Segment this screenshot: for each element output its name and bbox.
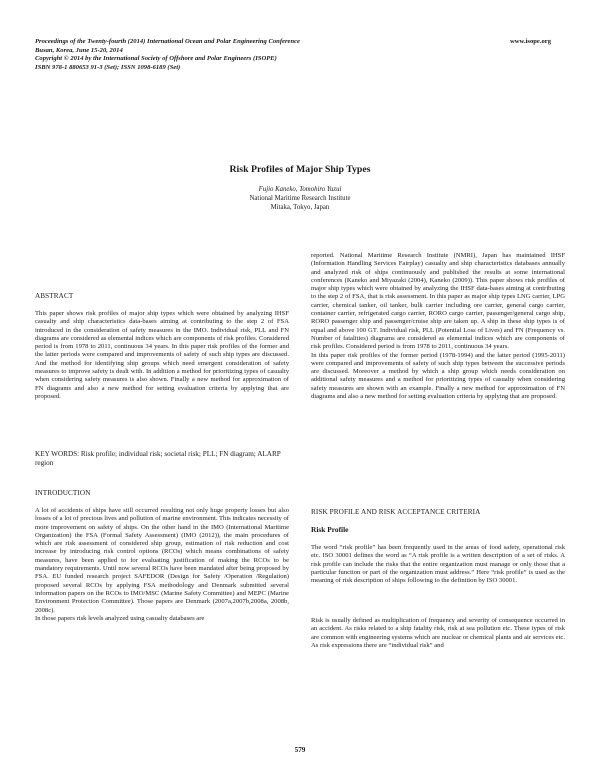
- right-paragraph-4: Risk is usually defined as multiplication of frequency and severity of consequence occurred in an accident. As risks related to a ship fatality risk, risk at sea pollution etc. These types of risk are common with engineering systems which are nuclear or chemical plants and air services etc. As risk expressions there are “individual risk” and: [311, 617, 565, 649]
- introduction-heading: INTRODUCTION: [35, 489, 91, 497]
- page-number: 579: [294, 746, 306, 754]
- author-location: Mitaka, Tokyo, Japan: [270, 204, 330, 211]
- author-affiliation: National Maritime Research Institute: [249, 195, 351, 202]
- risk-definition-text: [311, 617, 565, 650]
- right-paragraph-1: reported. National Maritime Research Institute (NMRI), Japan has maintained IHSF (Information Handling Services Fairplay) casualty and ship characteristics databases annually and analyzed risk of ships continuously and published the results at some international conferences (Kaneko and Miyazaki (2004), Kaneko (2009)). This paper shows risk profiles of major ship types which were obtained by analyzing the IHSF data-bases aiming at contributing to the step 2 of FSA, that is risk assessment. In this paper as major ship types LNG carrier, LPG carrier, chemical tanker, oil tanker, bulk carrier including ore carrier, general cargo carrier, container carrier, refrigerated cargo carrier, RORO cargo carrier, passenger/general cargo ship, RORO passenger ship and passenger/cruise ship are taken up. A ship in these ship types is of equal and above 100 GT. Individual risk, PLL (Potential Loss of Lives) and FN (Frequency vs. Number of fatalities) diagrams are considered as elemental indices which are components of risk profiles. Considered period is from 1978 to 2011, continuous 34 years.: [311, 252, 565, 351]
- intro-paragraph-1: A lot of accidents of ships have still occurred resulting not only huge property losses but also losses of a lot of precious lives and pollution of marine environment. This indicates necessity of more improvement on safety of ships. On the other hand in the IMO (International Maritime Organization) the FSA (Formal Safety Assessment) (IMO (2012)), the main procedures of which are risk assessment of considered ship group, estimation of risk reduction and cost increase by introducing risk control options (RCOs) which means combinations of safety measures, have been applied to for evaluating justification of making the RCOs to be mandatory requirements. Until now several RCOs have been mandated after being proposed by FSA. EU funded research project SAFEDOR (Design for Safety /Operation /Regulation) proposed several RCOs by applying FSA methodology and Denmark submitted several information papers on the RCOs to IMO/MSC (Marine Safety Committee) and MEPC (Marine Environment Protection Committee). Those papers are Denmark (2007a,2007b,2008a, 2008b, 2008c).: [35, 507, 289, 614]
- abstract-heading: ABSTRACT: [35, 292, 74, 300]
- paper-title: Risk Profiles of Major Ship Types: [229, 164, 371, 175]
- author-names: Fujio Kaneko, Tomohiro Yuzui: [258, 186, 342, 193]
- header-proceedings: Proceedings of the Twenty-fourth (2014) International Ocean and Polar Engineering Conference: [35, 38, 300, 45]
- abstract-paragraph: This paper shows risk profiles of major ship types which were obtained by analyzing IHSF casualty and ship characteristics data-bases aiming at contributing to the step 2 of FSA introduced in the consideration of safety measures in the IMO. Individual risk, PLL and FN diagrams are considered as elemental indices which are components of risk profiles. Considered period is from 1978 to 2011, continuous 34 years. In this paper risk profiles of the former and the latter periods were compared and improvements of safety of such ship types are discussed. And the method for identifying ship groups which need emergent consideration of safety measures to improve safety is dealt with. In addition a method for prioritizing types of casualty when considering safety measures is also shown. Finally a new method for approximation of FN diagrams and also a new method for setting evaluation criteria by applying that are proposed.: [35, 310, 289, 400]
- header-isbn: ISBN 978-1 880653 91-3 (Set); ISSN 1098-6189 (Set): [35, 63, 181, 71]
- header-location: Busan, Korea, June 15-20, 2014: [35, 46, 123, 54]
- header-website: www.isope.org: [510, 38, 552, 45]
- author-block: [0, 185, 600, 212]
- intro-paragraph-2: In those papers risk levels analyzed using casualty databases are: [35, 614, 205, 622]
- risk-profile-subheading: Risk Profile: [311, 525, 349, 534]
- risk-profile-text: [311, 544, 565, 585]
- conference-header: [35, 38, 465, 72]
- right-column-intro: [311, 252, 565, 401]
- right-paragraph-2: In this paper risk profiles of the former period (1978-1994) and the latter period (1995-2011) were compared and improvements of safety of such ship types between the successive periods are discussed. Moreover a method by which a ship group which needs consideration on additional safety measures and a method for prioritizing types of casualty when considering safety measures are shown with an example. Finally a new method for approximation of FN diagrams and also a new method for setting evaluation criteria by applying that are proposed.: [311, 351, 565, 401]
- keywords: KEY WORDS: Risk profile; individual risk; societal risk; PLL; FN diagram; ALARP region: [35, 450, 281, 468]
- introduction-text: [35, 507, 289, 623]
- header-copyright: Copyright © 2014 by the International Society of Offshore and Polar Engineers (ISOPE): [35, 55, 277, 63]
- right-paragraph-3: The word “risk profile” has been frequently used in the areas of food safety, operational risk etc. ISO 30001 defines the word as “A risk profile is a written description of a set of risks. A risk profile can include the risks that the entire organization must manage or only those that a particular function or part of the organization must address.” Here “risk profile” is used as the meaning of risk description of ships following to the definition by ISO 30001.: [311, 544, 565, 585]
- risk-profile-section-heading: RISK PROFILE AND RISK ACCEPTANCE CRITERIA: [311, 508, 481, 516]
- abstract-text: [35, 310, 289, 401]
